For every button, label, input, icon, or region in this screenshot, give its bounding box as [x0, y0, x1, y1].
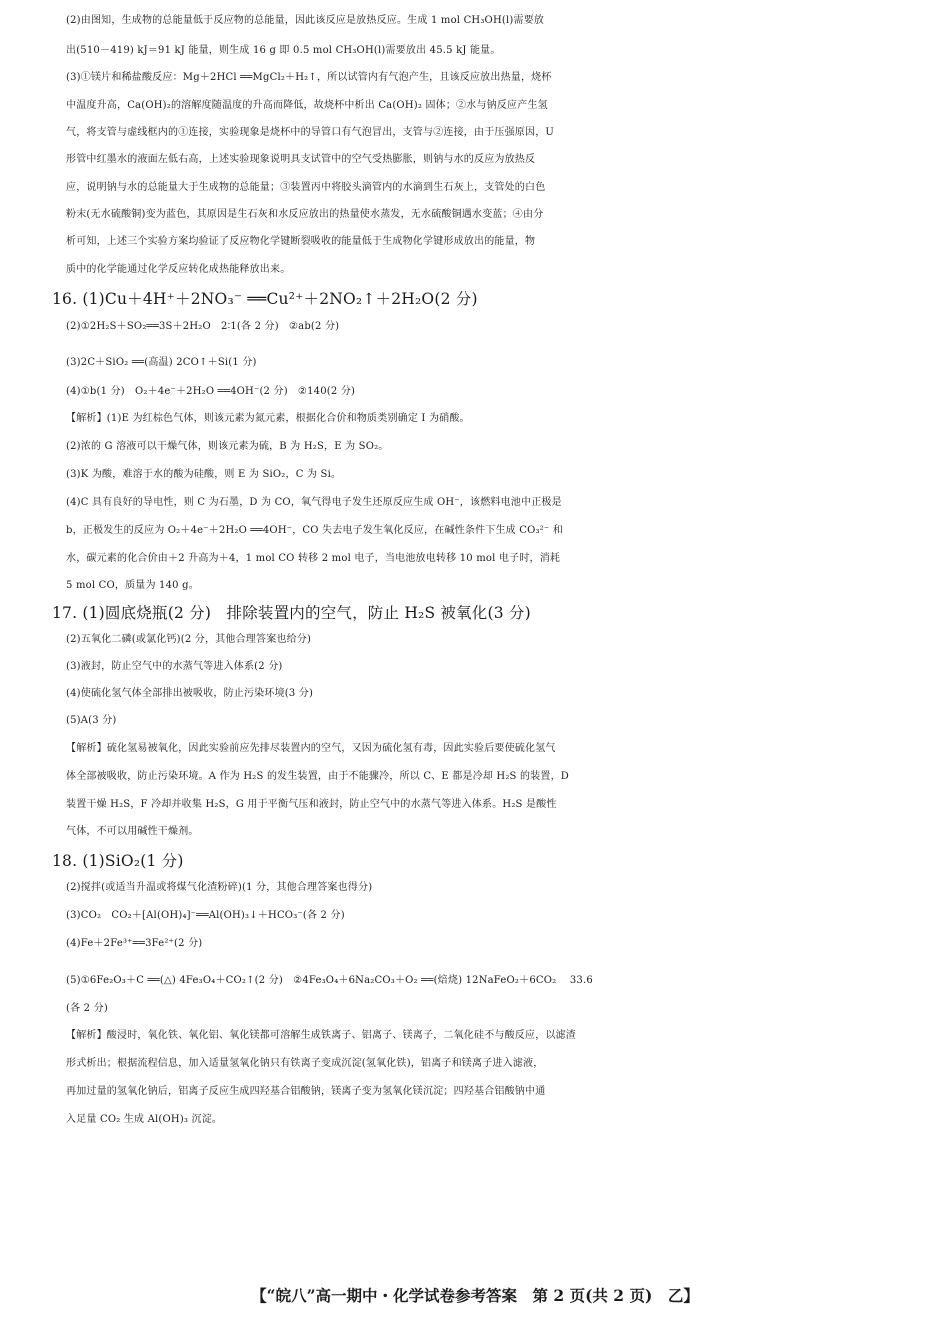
text-line: (各 2 分)	[66, 1003, 108, 1014]
text-line: 中温度升高，Ca(OH)₂的溶解度随温度的升高而降低，故烧杯中析出 Ca(OH)₂ 固体；②水与钠反应产生氢	[66, 100, 548, 111]
text-line: 气体，不可以用碱性干燥剂。	[66, 826, 199, 837]
text-line: (3)2C＋SiO₂ ══(高温) 2CO↑＋Si(1 分)	[66, 357, 257, 368]
text-line: 析可知，上述三个实验方案均验证了反应物化学键断裂吸收的能量低于生成物化学键形成放出的能量，物	[66, 236, 536, 247]
text-line: 再加过量的氢氧化钠后，铝离子反应生成四羟基合铝酸钠，镁离子变为氢氧化镁沉淀；四羟基合铝酸钠中通	[66, 1086, 546, 1097]
text-line: (4)C 具有良好的导电性，则 C 为石墨，D 为 CO，氧气得电子发生还原反应生成 OH⁻，该燃料电池中正极是	[66, 497, 562, 508]
text-line: 气，将支管与虚线框内的①连接，实验现象是烧杯中的导管口有气泡冒出，支管与②连接，由于压强原因，U	[66, 127, 555, 138]
text-line: (3)①镁片和稀盐酸反应：Mg＋2HCl ══MgCl₂＋H₂↑，所以试管内有气泡产生，且该反应放出热量，烧杯	[66, 72, 552, 83]
text-line: 体全部被吸收，防止污染环境。A 作为 H₂S 的发生装置，由于不能骤冷，所以 C、E 都是冷却 H₂S 的装置，D	[66, 771, 570, 782]
analysis-line: 【解析】(1)E 为红棕色气体，则该元素为氮元素，根据化合价和物质类别确定 I 为硝酸。	[66, 413, 470, 424]
analysis-line: 【解析】酸浸时，氧化铁、氧化铝、氧化镁都可溶解生成铁离子、铝离子、镁离子，二氧化硅不与酸反应，以滤渣	[66, 1030, 576, 1041]
text-line: (3)CO₂ CO₂＋[Al(OH)₄]⁻══Al(OH)₃↓＋HCO₃⁻(各 2 分)	[66, 910, 345, 921]
text-line: (3)液封，防止空气中的水蒸气等进入体系(2 分)	[66, 661, 283, 672]
text-line: (2)五氧化二磷(或氯化钙)(2 分，其他合理答案也给分)	[66, 634, 312, 645]
text-line: 粉末(无水硫酸铜)变为蓝色，其原因是生石灰和水反应放出的热量使水蒸发，无水硫酸铜遇水变蓝；④由分	[66, 209, 544, 220]
text-line: (2)由图知，生成物的总能量低于反应物的总能量，因此该反应是放热反应。生成 1 mol CH₃OH(l)需要放	[66, 15, 545, 26]
text-line: (2)搅拌(或适当升温或将煤气化渣粉碎)(1 分，其他合理答案也得分)	[66, 882, 373, 893]
text-line: (4)Fe＋2Fe³⁺══3Fe²⁺(2 分)	[66, 938, 203, 949]
page-footer: 【“皖八”高一期中・化学试卷参考答案 第 2 页(共 2 页) 乙】	[251, 1286, 699, 1305]
text-line: 出(510－419) kJ＝91 kJ 能量，则生成 16 g 即 0.5 mol CH₃OH(l)需要放出 45.5 kJ 能量。	[66, 45, 501, 56]
question-18-line: 18. (1)SiO₂(1 分)	[52, 852, 184, 870]
text-line: 应，说明钠与水的总能量大于生成物的总能量；③装置丙中将胶头滴管内的水滴到生石灰上，支管处的白色	[66, 182, 546, 193]
text-line: (3)K 为酸，难溶于水的酸为硅酸，则 E 为 SiO₂，C 为 Si。	[66, 469, 342, 480]
text-line: 5 mol CO，质量为 140 g。	[66, 580, 199, 591]
text-line: (2)浓的 G 溶液可以干燥气体，则该元素为硫，B 为 H₂S，E 为 SO₂。	[66, 441, 389, 452]
text-line: (4)①b(1 分) O₂＋4e⁻＋2H₂O ══4OH⁻(2 分) ②140(2 分)	[66, 386, 356, 397]
text-line: 装置干燥 H₂S，F 冷却并收集 H₂S，G 用于平衡气压和液封，防止空气中的水蒸气等进入体系。H₂S 是酸性	[66, 799, 557, 810]
text-line: 入足量 CO₂ 生成 Al(OH)₃ 沉淀。	[66, 1114, 223, 1125]
analysis-line: 【解析】硫化氢易被氧化，因此实验前应先排尽装置内的空气，又因为硫化氢有毒，因此实验后要使硫化氢气	[66, 743, 556, 754]
text-line: (5)①6Fe₂O₃＋C ══(△) 4Fe₃O₄＋CO₂↑(2 分) ②4Fe₃O₄＋6Na₂CO₃＋O₂ ══(焙烧) 12NaFeO₂＋6CO₂ 33.6	[66, 975, 593, 986]
text-line: (4)使硫化氢气体全部排出被吸收，防止污染环境(3 分)	[66, 688, 314, 699]
text-line: (5)A(3 分)	[66, 715, 117, 726]
question-17-line: 17. (1)圆底烧瓶(2 分) 排除装置内的空气，防止 H₂S 被氧化(3 分)	[52, 604, 531, 622]
text-line: (2)①2H₂S＋SO₂══3S＋2H₂O 2∶1(各 2 分) ②ab(2 分)	[66, 321, 340, 332]
text-line: 形式析出；根据流程信息，加入适量氢氧化钠只有铁离子变成沉淀(氢氧化铁)，铝离子和镁离子进入滤液，	[66, 1058, 544, 1069]
text-line: 形管中红墨水的液面左低右高，上述实验现象说明具支试管中的空气受热膨胀，则钠与水的反应为放热反	[66, 154, 536, 165]
text-line: 质中的化学能通过化学反应转化成热能释放出来。	[66, 264, 291, 275]
text-line: 水，碳元素的化合价由＋2 升高为＋4，1 mol CO 转移 2 mol 电子，当电池放电转移 10 mol 电子时，消耗	[66, 553, 561, 564]
question-16-line: 16. (1)Cu＋4H⁺＋2NO₃⁻ ══Cu²⁺＋2NO₂↑＋2H₂O(2 分)	[52, 290, 478, 308]
text-line: b，正极发生的反应为 O₂＋4e⁻＋2H₂O ══4OH⁻，CO 失去电子发生氧化反应，在碱性条件下生成 CO₃²⁻ 和	[66, 525, 563, 536]
